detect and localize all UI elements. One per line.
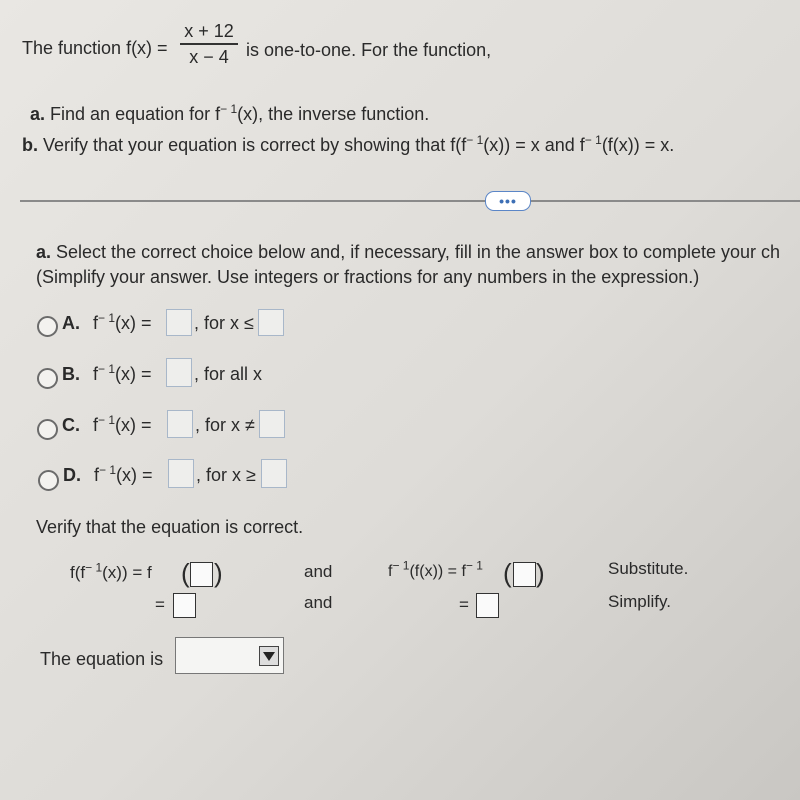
choice-b-arg: (x) = [115,364,152,384]
choice-a-letter: A. [62,313,80,333]
choice-c-answer-box[interactable] [167,410,193,438]
fraction-bar [180,43,238,45]
choice-c-func: f [93,415,99,435]
choice-c-arg: (x) = [115,415,152,435]
and-label-2: and [304,593,333,612]
choice-c-radio[interactable] [37,419,58,440]
verify-right-expr: f [388,563,393,580]
section-divider [20,200,800,202]
choice-d-func: f [94,465,100,485]
part-b-text: Verify that your equation is correct by showing that f [43,135,456,155]
choice-c [62,415,152,436]
choice-b-radio[interactable] [37,368,58,389]
choice-b-func: f [93,364,99,384]
dropdown-arrow-icon[interactable] [259,646,279,666]
choice-b-letter: B. [62,364,80,384]
part-b-mid2: (x)) [483,135,511,155]
answer-hint: (Simplify your answer. Use integers or fractions for any numbers in the expression.) [36,267,700,287]
choice-a [62,313,152,334]
part-b-sup: − 1 [466,133,484,147]
choice-d-bound-box[interactable] [261,459,287,488]
verify-substitute-box-left[interactable] [190,562,213,587]
verify-right-expr2: (f(x)) = f [409,563,466,580]
fraction-denominator: x − 4 [189,46,229,67]
part-b-question [22,135,674,156]
choice-a-answer-box[interactable] [166,309,192,336]
part-b-mid: (f [455,135,467,155]
simplify-label: Simplify. [608,592,671,611]
intro-prefix: The function f(x) = [22,38,168,58]
verify-left-sup: − 1 [85,560,103,575]
verify-simplify-box-right[interactable] [476,593,499,618]
choice-d-letter: D. [63,465,81,485]
part-a-question [30,104,429,125]
verify-left-expr: f(f [70,563,86,582]
choice-a-bound-box[interactable] [258,309,284,336]
choice-a-radio[interactable] [37,316,58,337]
choice-d-sup: − 1 [99,463,117,477]
function-fraction [178,20,240,68]
choice-a-arg: (x) = [115,313,152,333]
part-b-eq1: = x and f [510,135,585,155]
answer-instruction [36,242,780,263]
fraction-numerator: x + 12 [184,21,234,41]
part-b-tail: (f(x)) = x. [601,135,675,155]
verify-left-expression [70,560,152,583]
left-open-paren: ( [181,558,190,588]
right-open-paren: ( [503,558,512,588]
part-a-label: a. [30,104,46,124]
choice-b-condition: , for all x [194,364,263,384]
part-a-tail: (x), the inverse function. [237,104,430,124]
intro-suffix: is one-to-one. For the function, [246,40,492,60]
left-close-paren: ) [214,558,223,588]
choice-a-sup: − 1 [98,311,116,325]
equation-correctness-dropdown[interactable] [175,637,284,674]
verify-left-equals: = [155,595,165,614]
choice-c-letter: C. [62,415,80,435]
choice-c-bound-box[interactable] [259,410,285,438]
and-label-1: and [304,562,333,581]
verify-right-sup2: − 1 [465,558,483,573]
verify-right-expression [388,558,483,581]
substitute-label: Substitute. [608,559,689,578]
choice-d-radio[interactable] [38,470,59,491]
verify-left-expr2: (x)) = f [102,563,152,582]
choice-d-arg: (x) = [116,465,153,485]
choice-a-func: f [93,313,99,333]
part-a-text: Find an equation for f [50,104,221,124]
equation-is-label: The equation is [40,649,164,669]
choice-a-condition: , for x ≤ [194,313,254,333]
part-b-label: b. [22,135,38,155]
verify-simplify-box-left[interactable] [173,593,196,618]
verify-heading: Verify that the equation is correct. [36,517,304,537]
answer-instruction-label: a. [36,242,52,262]
choice-d-condition: , for x ≥ [196,465,256,485]
verify-substitute-box-right[interactable] [513,562,536,587]
verify-right-equals: = [459,595,469,614]
choice-d-answer-box[interactable] [168,459,194,488]
choice-c-sup: − 1 [98,413,116,427]
verify-right-sup: − 1 [392,558,410,573]
part-b-sup2: − 1 [584,133,602,147]
choice-b-answer-box[interactable] [166,358,192,387]
choice-d [63,465,153,486]
right-close-paren: ) [536,558,545,588]
part-a-sup: − 1 [220,102,238,116]
choice-c-condition: , for x ≠ [195,415,255,435]
more-options-button[interactable]: ••• [485,191,531,211]
choice-b-sup: − 1 [98,362,116,376]
choice-b [62,364,152,385]
answer-instruction-text: Select the correct choice below and, if necessary, fill in the answer box to complete your ch [56,242,781,262]
